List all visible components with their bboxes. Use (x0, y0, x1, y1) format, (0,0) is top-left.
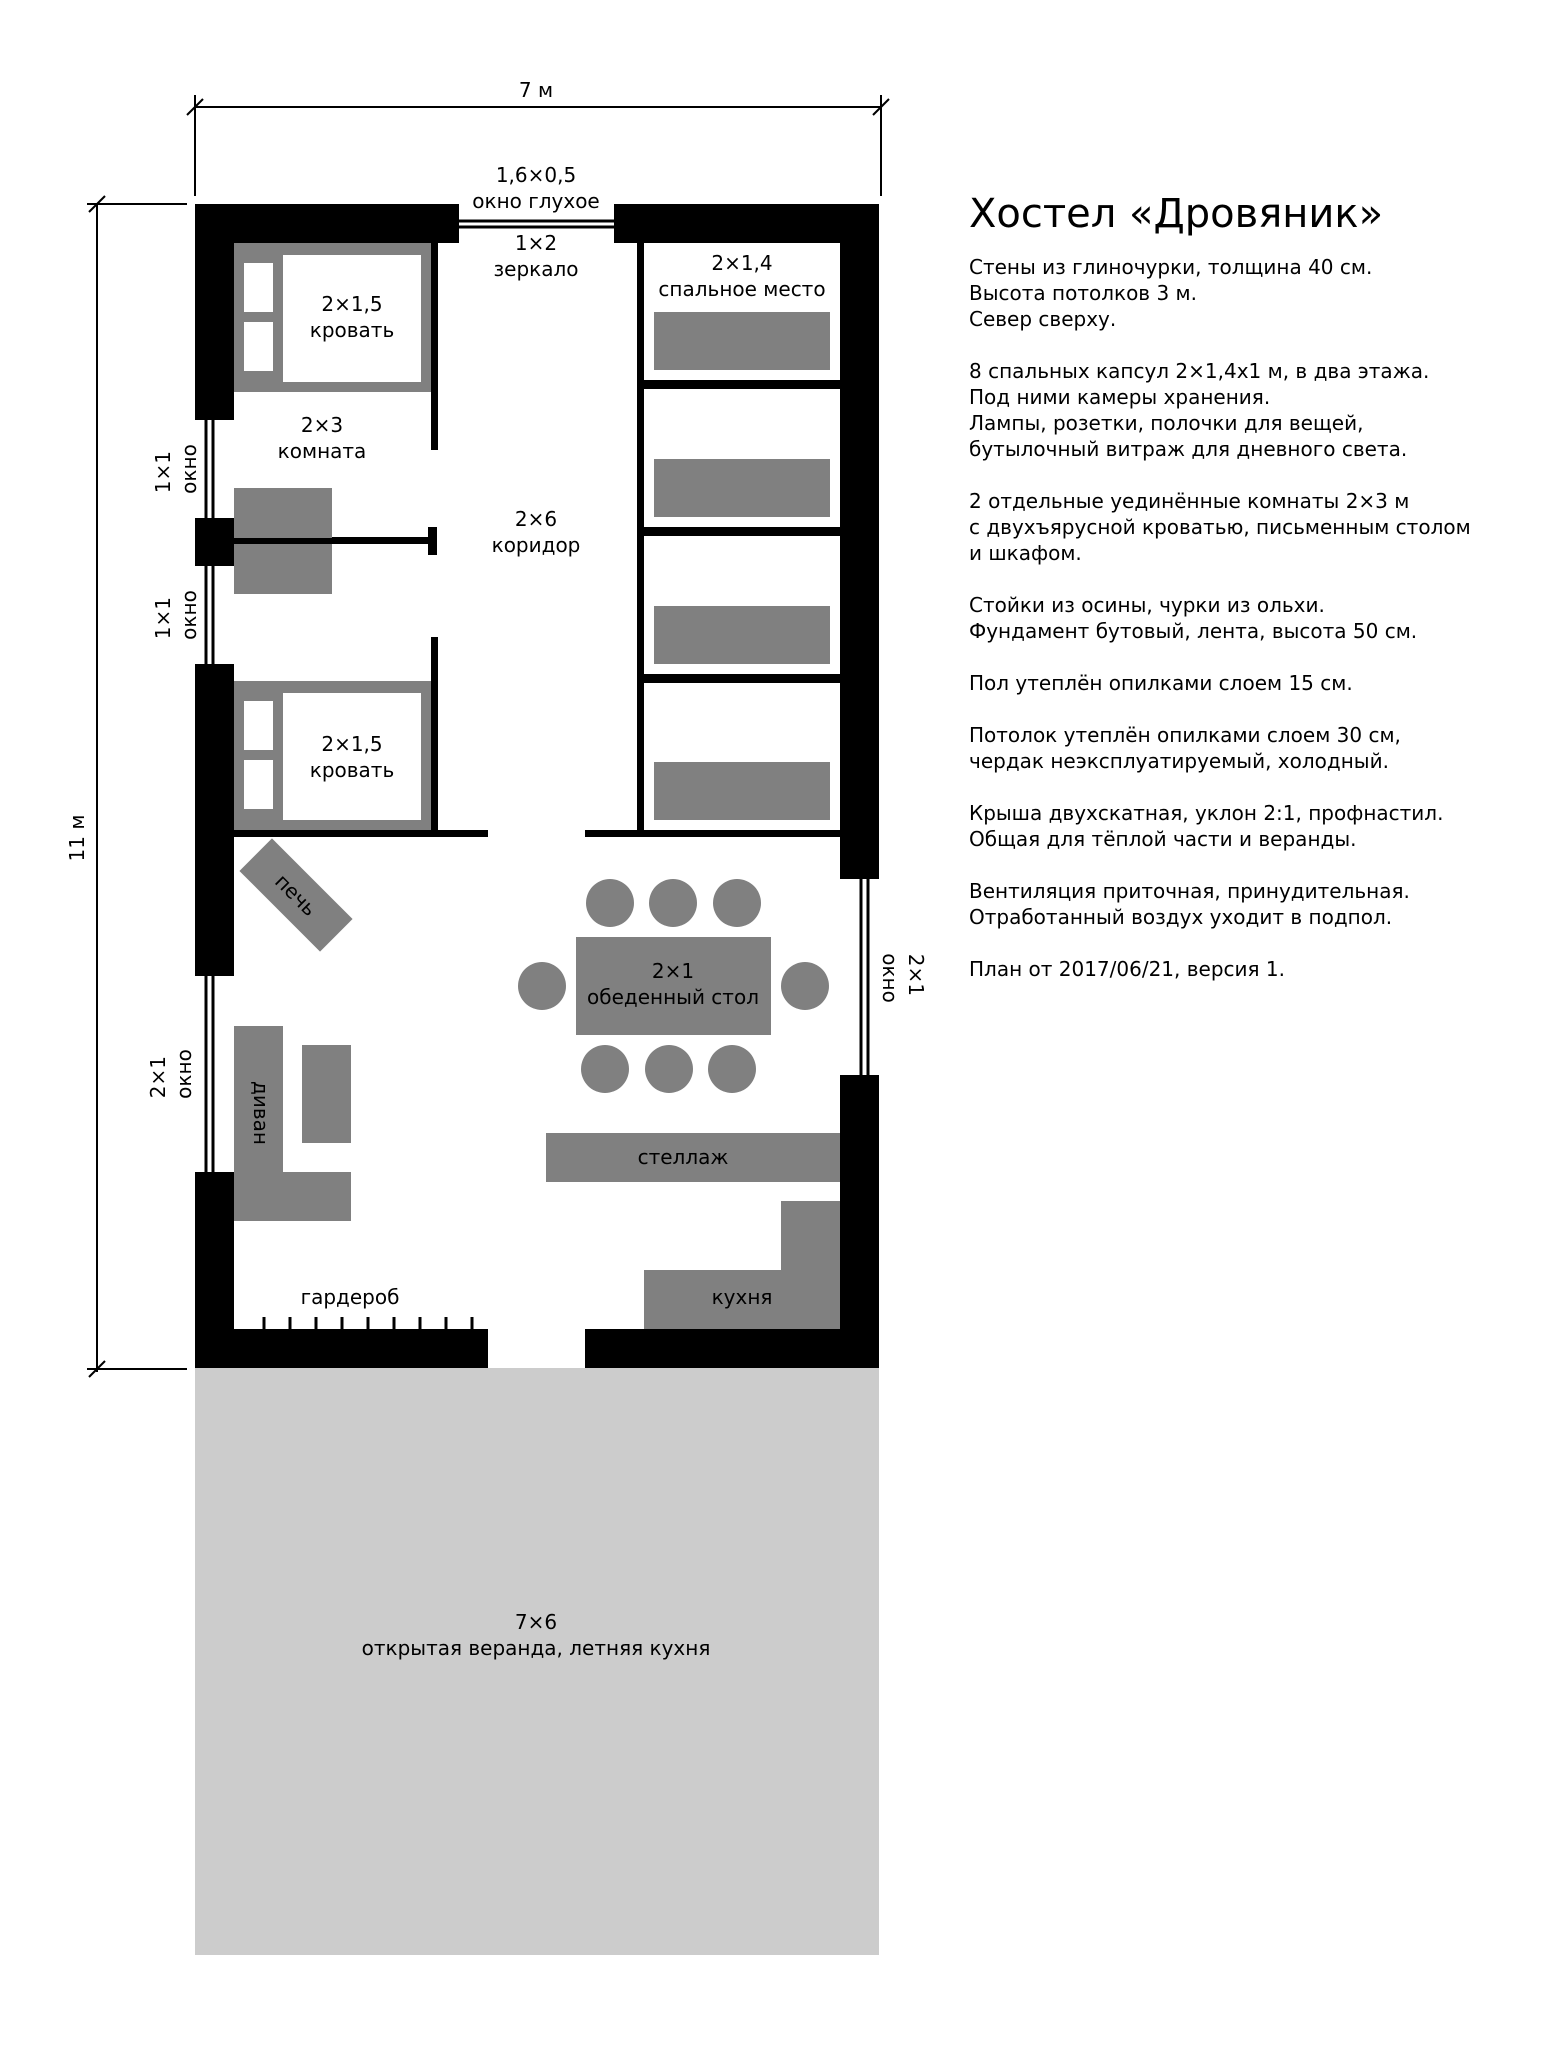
mirror-label: зеркало (493, 257, 579, 281)
window-right-label: 2×1 окно (878, 953, 928, 1003)
dimension-height-label: 11 м (65, 814, 89, 862)
room-size: 2×3 (300, 413, 344, 437)
note-roof: Крыша двухскатная, уклон 2:1, профнастил. Общая для тёплой части и веранды. (969, 801, 1444, 851)
veranda-label: открытая веранда, летняя кухня (361, 1636, 711, 1660)
stove (239, 838, 352, 951)
info-panel (969, 192, 1529, 1008)
note-version: План от 2017/06/21, версия 1. (969, 957, 1285, 981)
note-floor: Пол утеплён опилками слоем 15 см. (969, 671, 1353, 695)
rack-label: стеллаж (637, 1145, 729, 1169)
north-window-size: 1,6×0,5 (495, 163, 577, 187)
kitchen-label: кухня (711, 1285, 773, 1309)
dimension-width-label: 7 м (518, 78, 554, 102)
window-left-2-label: 1×1 окно (151, 590, 201, 640)
svg-text:печь: печь (270, 869, 322, 921)
desk-bottom (234, 544, 332, 594)
note-capsules: 8 спальных капсул 2×1,4х1 м, в два этажа. Под ними камеры хранения. Лампы, розетки, полочки для вещей, бутылочный витраж для дневного света. (969, 359, 1430, 461)
wardrobe-label: гардероб (300, 1285, 400, 1309)
bed-top-label: кровать (309, 318, 395, 342)
veranda-area (195, 1368, 879, 1955)
note-rooms: 2 отдельные уединённые комнаты 2×3 м с двухъярусной кроватью, письменным столом и шкафом. (969, 489, 1471, 565)
kitchen (644, 1201, 840, 1329)
veranda-size: 7×6 (514, 1610, 558, 1634)
window-left-3-label: 2×1 окно (146, 1049, 196, 1099)
note-ventilation: Вентиляция приточная, принудительная. Отработанный воздух уходит в подпол. (969, 879, 1410, 929)
mirror-size: 1×2 (514, 231, 558, 255)
corridor-size: 2×6 (514, 507, 558, 531)
bed-bottom-size: 2×1,5 (321, 732, 383, 756)
desk-top (234, 488, 332, 538)
note-structure: Стойки из осины, чурки из ольхи. Фундамент бутовый, лента, высота 50 см. (969, 593, 1418, 643)
dimension-height (87, 196, 187, 1377)
wardrobe-hooks (264, 1317, 472, 1329)
room-label: комната (277, 439, 367, 463)
window-left-1-label: 1×1 окно (151, 444, 201, 494)
capsule-size: 2×1,4 (711, 251, 773, 275)
bed-bottom-label: кровать (309, 758, 395, 782)
note-ceiling: Потолок утеплён опилками слоем 30 см, чердак неэксплуатируемый, холодный. (969, 723, 1401, 773)
bed-top-size: 2×1,5 (321, 292, 383, 316)
sofa-label: диван (249, 1081, 273, 1145)
page-title: Хостел «Дровяник» (969, 191, 1384, 237)
north-window-label: окно глухое (472, 189, 600, 213)
corridor-label: коридор (491, 533, 581, 557)
note-walls: Стены из глиночурки, толщина 40 см. Высота потолков 3 м. Север сверху. (969, 255, 1373, 331)
dining-table-label: обеденный стол (587, 985, 759, 1009)
capsule-label: спальное место (658, 277, 826, 301)
dining-table-size: 2×1 (651, 959, 695, 983)
